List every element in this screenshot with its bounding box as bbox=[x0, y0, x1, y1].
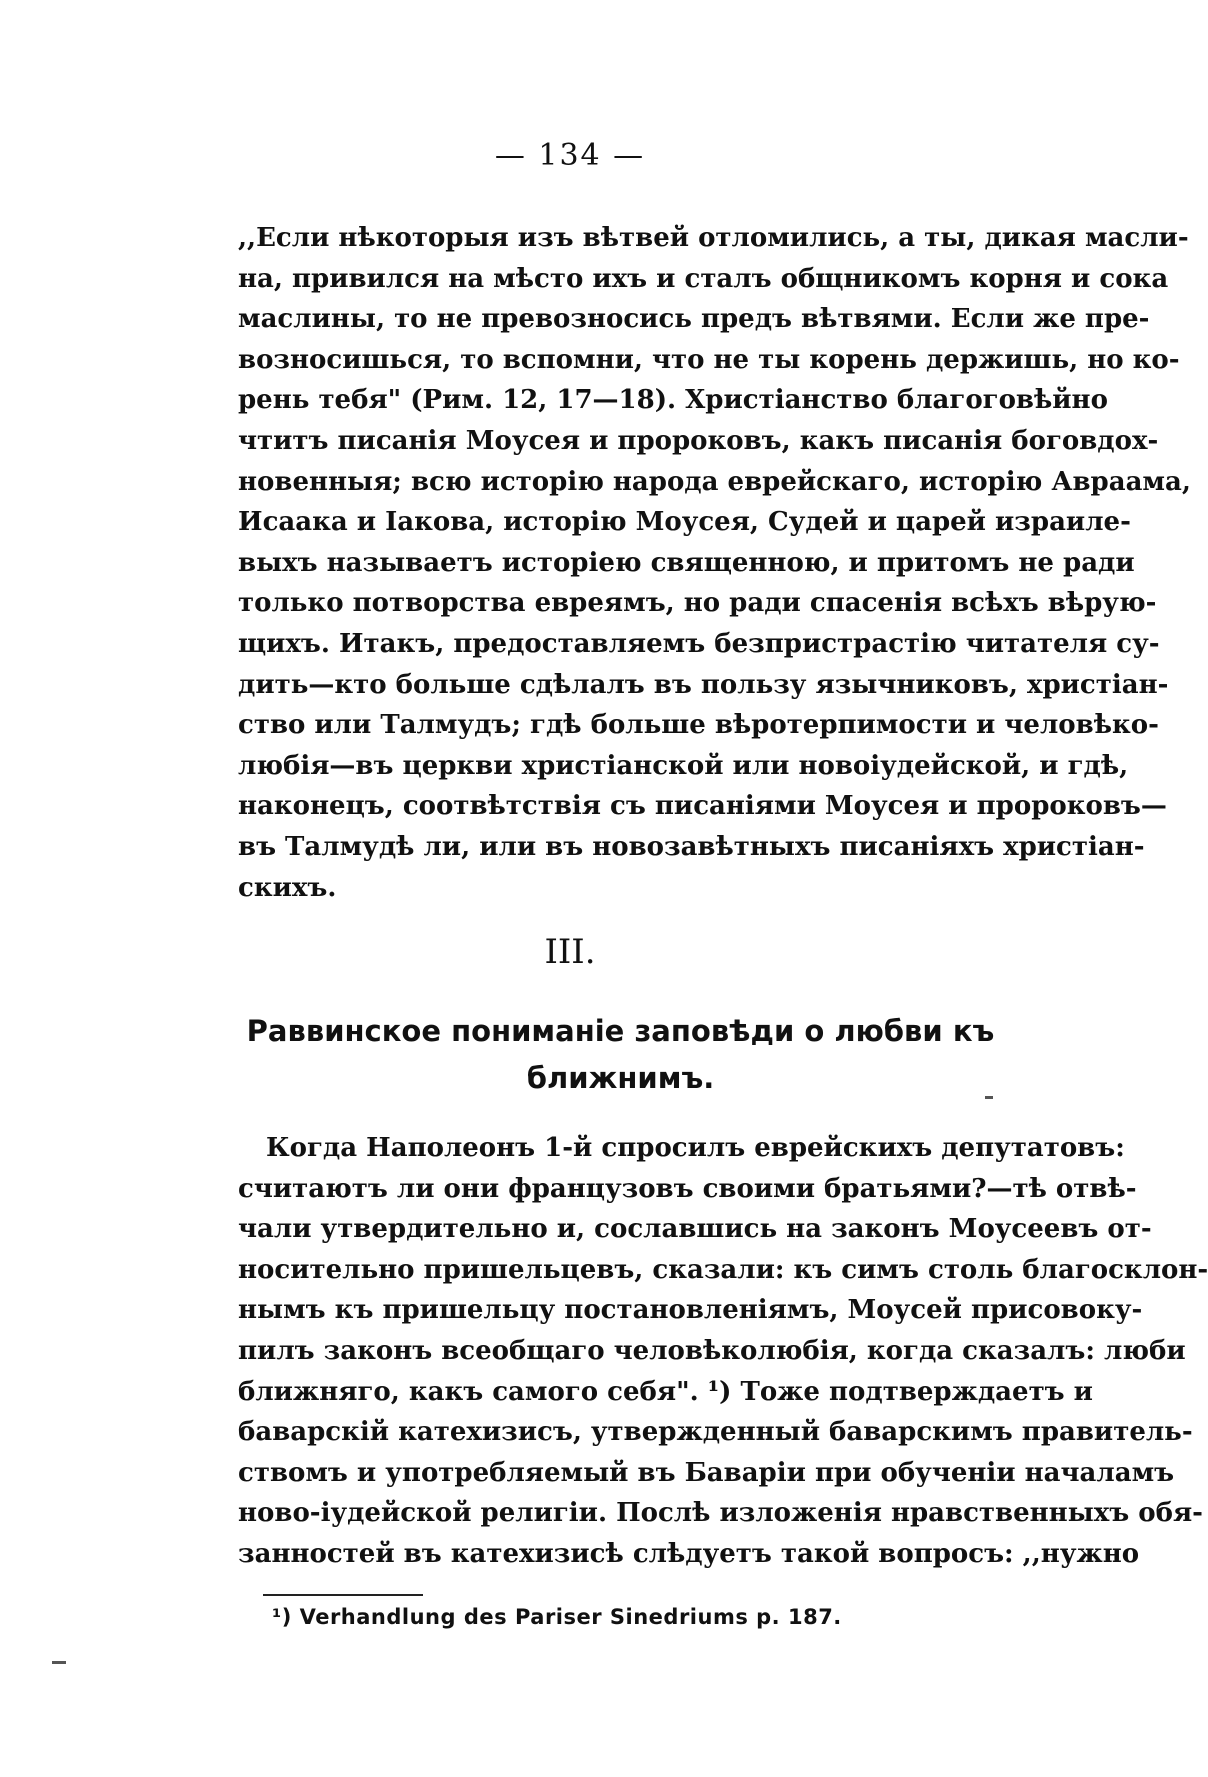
footnote: ¹) Verhandlung des Pariser Sinedriums p. 187. bbox=[272, 1605, 842, 1629]
scan-speck bbox=[985, 1096, 993, 1099]
text-line: на, привился на мѣсто ихъ и сталъ общникомъ корня и сока bbox=[238, 263, 1169, 294]
section-heading-line: ближнимъ. bbox=[526, 1061, 715, 1095]
section-numeral: III. bbox=[544, 932, 596, 972]
footnote-divider bbox=[263, 1594, 423, 1596]
text-line: рень тебя" (Рим. 12, 17—18). Христіанство благоговѣйно bbox=[238, 385, 1108, 416]
text-line: чали утвердительно и, сославшись на законъ Моусеевъ от- bbox=[238, 1214, 1152, 1245]
text-line: только потворства евреямъ, но ради спасенія всѣхъ вѣрую- bbox=[238, 588, 1157, 619]
text-line: новенныя; всю исторію народа еврейскаго, исторію Авраама, bbox=[238, 466, 1191, 497]
text-line: дить—кто больше сдѣлалъ въ пользу язычниковъ, христіан- bbox=[238, 669, 1169, 700]
text-line: баварскій катехизисъ, утвержденный баварскимъ правитель- bbox=[238, 1417, 1193, 1448]
text-line: ство или Талмудъ; гдѣ больше вѣротерпимости и человѣко- bbox=[238, 710, 1159, 741]
text-line: ствомъ и употребляемый въ Баваріи при обученіи началамъ bbox=[238, 1457, 1175, 1488]
text-line: ,,Если нѣкоторыя изъ вѣтвей отломились, а ты, дикая масли- bbox=[238, 223, 1189, 253]
paragraph-2 bbox=[238, 1128, 1208, 1575]
text-line: возносишься, то вспомни, что не ты корень держишь, но ко- bbox=[238, 344, 1180, 375]
text-line: ново-іудейской религіи. Послѣ изложенія нравственныхъ обя- bbox=[238, 1498, 1203, 1529]
text-line: пилъ законъ всеобщаго человѣколюбія, когда сказалъ: люби bbox=[238, 1335, 1186, 1366]
text-line: носительно пришельцевъ, сказали: къ симъ столь благосклон- bbox=[238, 1254, 1208, 1285]
scan-speck bbox=[52, 1661, 66, 1664]
text-line: маслины, то не превозносись предъ вѣтвями. Если же пре- bbox=[238, 304, 1150, 335]
text-line: чтитъ писанія Моусея и пророковъ, какъ писанія боговдох- bbox=[238, 425, 1159, 456]
text-line: занностей въ катехизисѣ слѣдуетъ такой вопросъ: ,,нужно bbox=[238, 1538, 1140, 1569]
text-line: любія—въ церкви христіанской или новоіудейской, и гдѣ, bbox=[238, 750, 1129, 781]
text-line: Когда Наполеонъ 1-й спросилъ еврейскихъ депутатовъ: bbox=[266, 1133, 1125, 1163]
text-line: щихъ. Итакъ, предоставляемъ безпристрастію читателя су- bbox=[238, 628, 1160, 659]
text-line: въ Талмудѣ ли, или въ новозавѣтныхъ писаніяхъ христіан- bbox=[238, 831, 1145, 862]
text-line: наконецъ, соотвѣтствія съ писаніями Моусея и пророковъ— bbox=[238, 791, 1167, 822]
paragraph-1 bbox=[238, 218, 1191, 908]
section-heading bbox=[238, 1008, 1003, 1102]
text-line: нымъ къ пришельцу постановленіямъ, Моусей присовоку- bbox=[238, 1295, 1143, 1326]
text-line: ближняго, какъ самого себя". ¹) Тоже подтверждаетъ и bbox=[238, 1376, 1093, 1407]
section-heading-line: Раввинское пониманіе заповѣди о любви къ bbox=[246, 1014, 995, 1048]
text-line: Исаака и Іакова, исторію Моусея, Судей и царей израиле- bbox=[238, 507, 1131, 538]
text-line: считаютъ ли они французовъ своими братьями?—тѣ отвѣ- bbox=[238, 1173, 1137, 1204]
page-number: — 134 — bbox=[494, 138, 646, 173]
text-line: выхъ называетъ исторіею священною, и притомъ не ради bbox=[238, 547, 1135, 578]
text-line: скихъ. bbox=[238, 872, 337, 903]
